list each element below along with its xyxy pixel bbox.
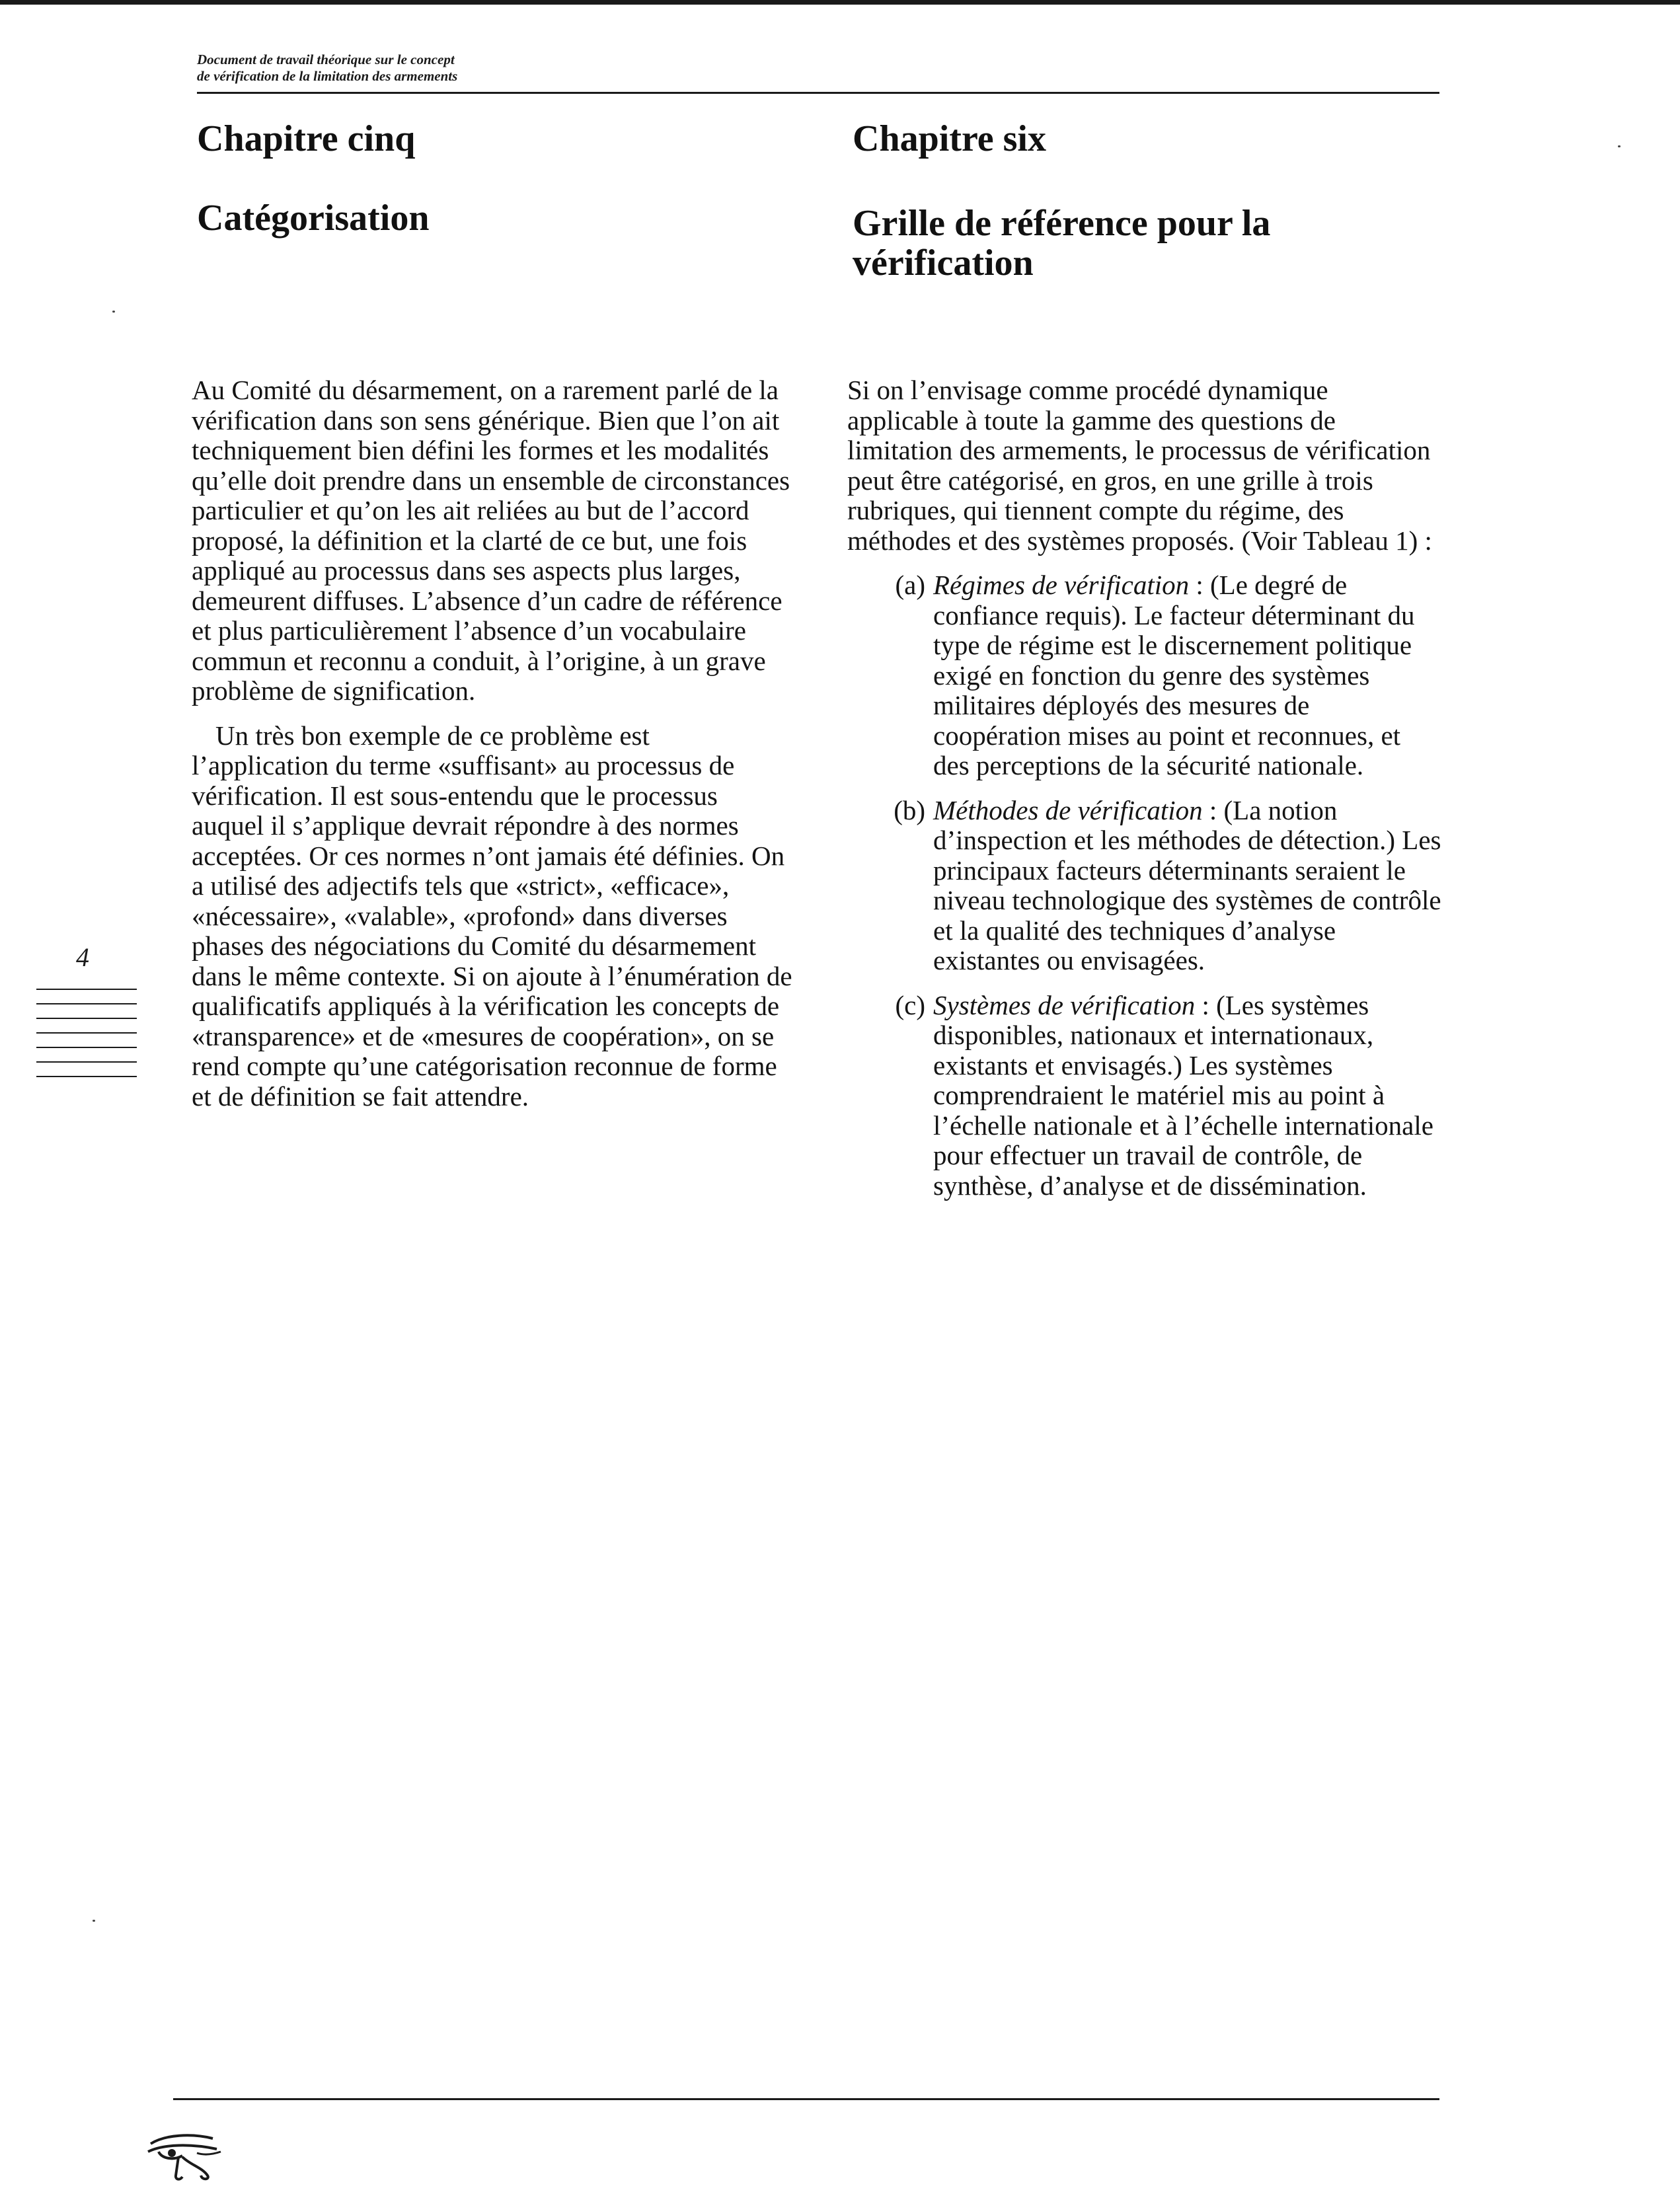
margin-rule bbox=[36, 1032, 137, 1034]
header-rule bbox=[197, 92, 1439, 94]
running-head-line-1: Document de travail théorique sur le concept bbox=[197, 52, 455, 67]
list-item bbox=[847, 570, 1442, 781]
page-number: 4 bbox=[76, 942, 89, 972]
intro-paragraph: Si on l’envisage comme procédé dynamique applicable à toute la gamme des questions de limitation des armements, le processus de vérification peut être catégorisé, en gros, en une grille à trois rubriques, qui tiennent compte du régime, des méthodes et des systèmes proposés. (Voir Tableau 1) : bbox=[847, 375, 1432, 556]
footer-rule bbox=[173, 2098, 1439, 2100]
scan-speck bbox=[93, 1920, 95, 1922]
paragraph: Un très bon exemple de ce problème est l’application du terme «suffisant» au processus de vérification. Il est sous-entendu que le processus auquel il s’applique devrait répondre à des normes acceptées. Or ces normes n’ont jamais été définies. On a utilisé des adjectifs tels que «strict», «efficace», «nécessaire», «valable», «profond» dans diverses phases des négociations du Comité du désarmement dans le même contexte. Si on ajoute à l’énumération de qualificatifs appliqués à la vérification les concepts de «transparence» et de «mesures de coopération», on se rend compte qu’une catégorisation reconnue de forme et de définition se fait attendre. bbox=[192, 720, 792, 1112]
chapter-six-title: Grille de référence pour la vérification bbox=[853, 203, 1271, 283]
list-item bbox=[847, 796, 1442, 976]
chapter-six-heading: Chapitre six bbox=[853, 118, 1046, 159]
running-head bbox=[197, 52, 457, 85]
scan-speck bbox=[112, 311, 115, 313]
list-item-body bbox=[933, 991, 1442, 1201]
list-term: Régimes de vérification bbox=[933, 570, 1190, 600]
list-text: : (Le degré de confiance requis). Le facteur déterminant du type de régime est le discernement politique exigé en fonction du genre des systèmes militaires déployés des mesures de coopération mises au point et reconnues, et des perceptions de la sécurité nationale. bbox=[933, 570, 1415, 780]
eye-of-horus-logo-icon bbox=[139, 2129, 225, 2182]
scan-speck bbox=[1618, 145, 1621, 147]
scan-top-edge bbox=[0, 0, 1680, 5]
running-head-line-2: de vérification de la limitation des armements bbox=[197, 68, 458, 84]
list-item-body bbox=[933, 796, 1442, 976]
list-term: Systèmes de vérification bbox=[933, 989, 1196, 1020]
paragraph: Au Comité du désarmement, on a rarement parlé de la vérification dans son sens générique. Bien que l’on ait techniquement bien défini les formes et les modalités qu’elle doit prendre dans un ensemble de circonstances particulier et qu’on les ait reliées au but de l’accord proposé, la définition et la clarté de ce but, une fois appliqué au processus dans ses aspects plus larges, demeurent diffuses. L’absence d’un cadre de référence et plus particulièrement l’absence d’un vocabulaire commun et reconnu a conduit, à l’origine, à un grave problème de signification. bbox=[192, 375, 790, 706]
list-marker: (a) bbox=[895, 570, 925, 600]
chapter-five-heading: Chapitre cinq bbox=[197, 118, 416, 159]
list-marker: (c) bbox=[895, 989, 925, 1020]
list-text: : (La notion d’inspection et les méthodes de détection.) Les principaux facteurs déterminants seraient le niveau technologique des systèmes de contrôle et la qualité des techniques d’analyse existantes ou envisagées. bbox=[933, 794, 1441, 975]
list-term: Méthodes de vérification bbox=[933, 794, 1203, 825]
margin-rules bbox=[36, 989, 137, 1090]
margin-rule bbox=[36, 1061, 137, 1063]
list-text: : (Les systèmes disponibles, nationaux et internationaux, existants et envisagés.) Les systèmes comprendraient le matériel mis au point à l’échelle nationale et à l’échelle internationale pour effectuer un travail de contrôle, de synthèse, d’analyse et de dissémination. bbox=[933, 989, 1433, 1201]
list-item-body bbox=[933, 570, 1442, 781]
margin-rule bbox=[36, 1047, 137, 1048]
list-marker: (b) bbox=[894, 794, 925, 825]
margin-rule bbox=[36, 1018, 137, 1019]
margin-rule bbox=[36, 989, 137, 990]
right-column bbox=[847, 375, 1442, 1215]
margin-rule bbox=[36, 1003, 137, 1004]
chapter-five-title: Catégorisation bbox=[197, 198, 430, 239]
list-item bbox=[847, 991, 1442, 1201]
margin-rule bbox=[36, 1076, 137, 1077]
left-column bbox=[192, 375, 793, 1126]
